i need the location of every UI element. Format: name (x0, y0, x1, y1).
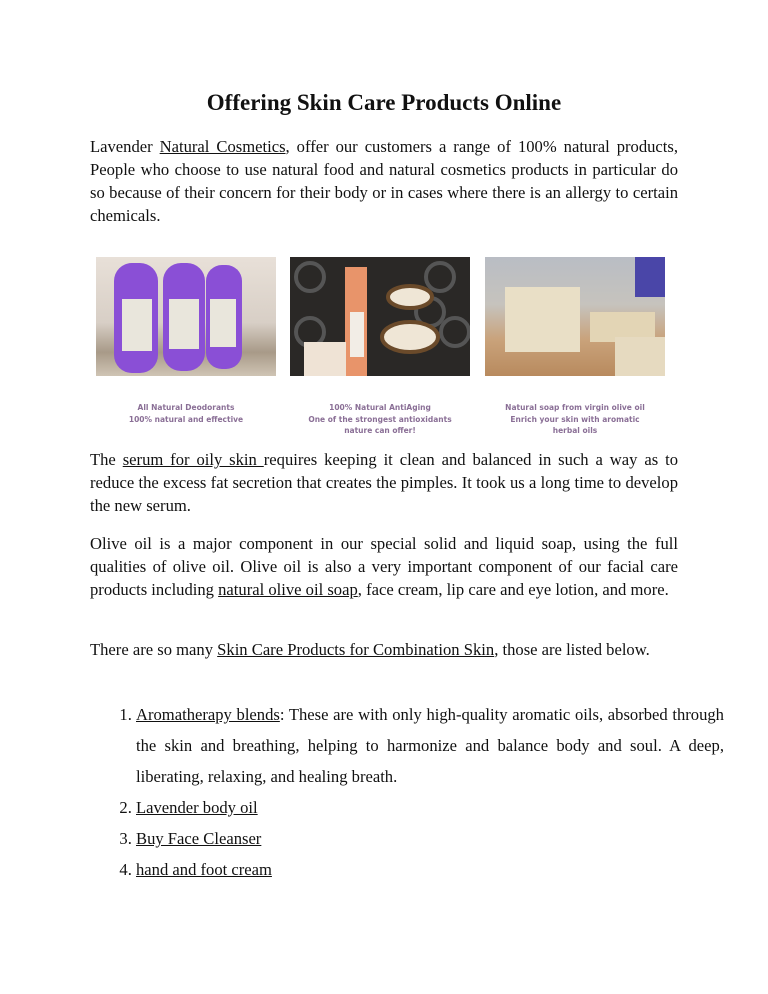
caption-line: All Natural Deodorants (137, 403, 235, 412)
text: , those are listed below. (494, 640, 650, 659)
list-item (136, 823, 724, 854)
caption-line: nature can offer! (344, 426, 416, 435)
text: , offer our customers a range of 100% natural products, People who choose to use natural food and natural cosmetics products in particular do so because of their concern for their body or in cases where there is an allergy to certain chemicals. (90, 137, 679, 225)
list-item (136, 854, 724, 885)
olive-soap-image (485, 257, 665, 376)
face-cleanser-link[interactable]: Buy Face Cleanser (136, 829, 262, 848)
text: The (90, 450, 123, 469)
list-item (136, 792, 724, 823)
caption-line: Enrich your skin with aromatic (510, 414, 640, 424)
serum-paragraph (90, 448, 678, 517)
deodorant-image (96, 257, 276, 376)
hand-foot-cream-link[interactable]: hand and foot cream (136, 860, 272, 879)
olive-oil-soap-link[interactable]: natural olive oil soap (218, 580, 358, 599)
combination-skin-paragraph (90, 638, 678, 661)
caption-line: 100% natural and effective (128, 414, 244, 424)
text: requires keeping it clean and balanced in such a way as to reduce the excess fat secretion that creates the pimples. It took us a long time to develop the new serum. (90, 450, 678, 515)
soap-caption (485, 402, 665, 437)
antiaging-image (290, 257, 470, 376)
aromatherapy-link[interactable]: Aromatherapy blends (136, 705, 280, 724)
natural-cosmetics-link[interactable]: Natural Cosmetics (159, 137, 286, 156)
product-list (90, 699, 724, 885)
list-item (136, 699, 724, 792)
caption-line: Natural soap from virgin olive oil (505, 403, 645, 412)
caption-line: One of the strongest antioxidants (308, 414, 452, 424)
text: There are so many (90, 640, 218, 659)
caption-line: herbal oils (552, 426, 598, 435)
deodorant-caption (96, 402, 276, 425)
lavender-oil-link[interactable]: Lavender body oil (136, 798, 258, 817)
caption-line: 100% Natural AntiAging (329, 403, 431, 412)
text: Lavender (90, 137, 160, 156)
olive-oil-paragraph (90, 532, 678, 601)
text: : These are with only high-quality aromatic oils, absorbed through the skin and breathing, helping to harmonize and balance body and soul. A deep, liberating, relaxing, and healing breath. (136, 705, 724, 786)
serum-link[interactable]: serum for oily skin (122, 450, 264, 469)
text: , face cream, lip care and eye lotion, and more. (357, 580, 669, 599)
combination-skin-link[interactable]: Skin Care Products for Combination Skin (217, 640, 495, 659)
antiaging-caption (290, 402, 470, 437)
page-title: Offering Skin Care Products Online (206, 90, 562, 115)
intro-paragraph (90, 135, 678, 227)
text: Olive oil is a major component in our special solid and liquid soap, using the full qualities of olive oil. Olive oil is also a very important component of our facial care products including (90, 534, 678, 599)
